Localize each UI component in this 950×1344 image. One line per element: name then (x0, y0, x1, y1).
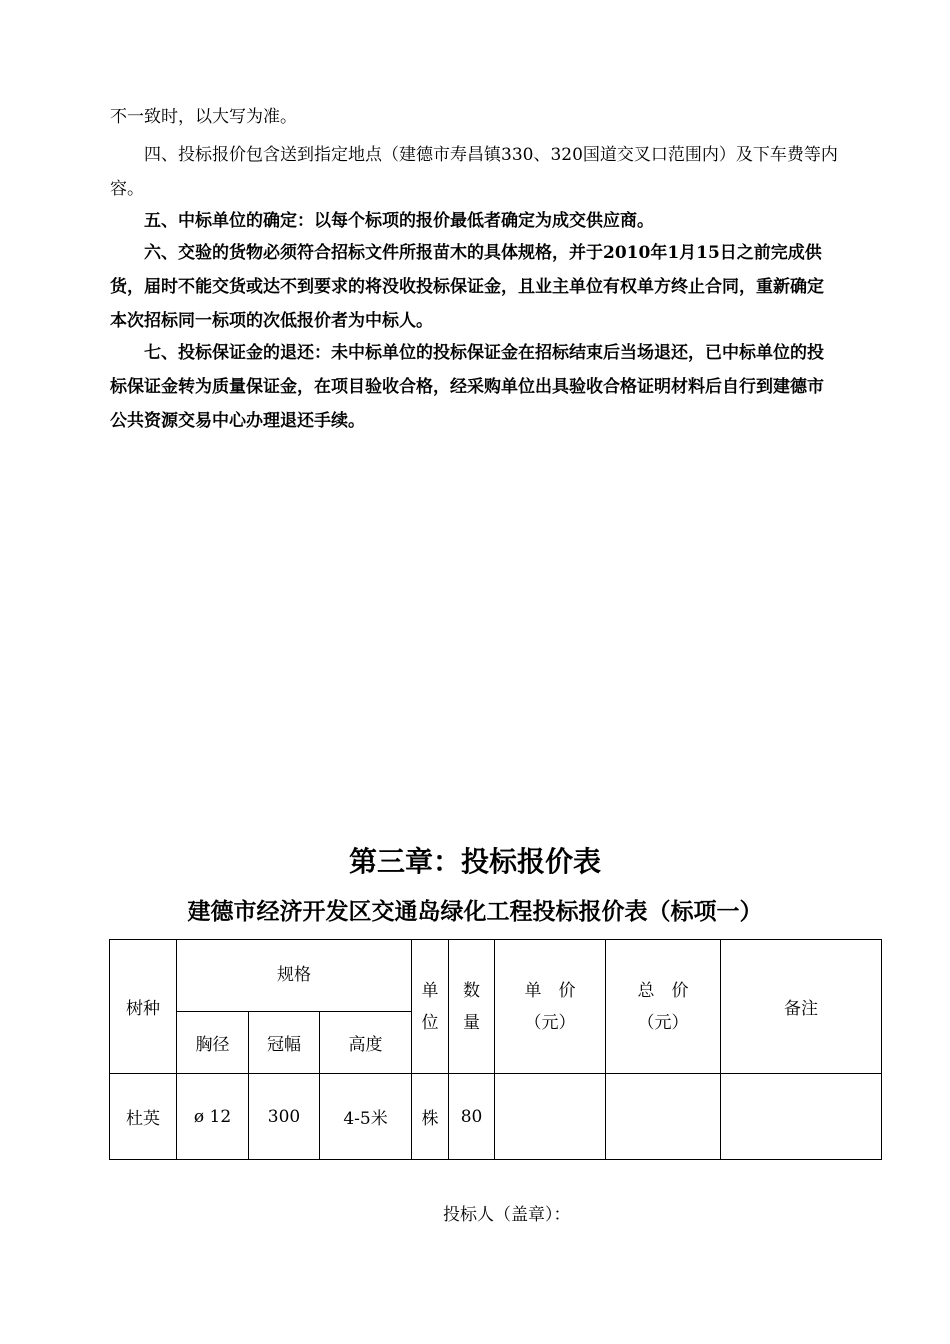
header-total-price (606, 940, 721, 1074)
table-header-row (110, 940, 882, 1012)
cell-height: 4-5米 (320, 1074, 412, 1160)
header-species: 树种 (110, 940, 177, 1074)
cell-total-price (606, 1074, 721, 1160)
paragraph-item-7: 七、投标保证金的退还：未中标单位的投标保证金在招标结束后当场退还，已中标单位的投标保证金转为质量保证金，在项目验收合格，经采购单位出具验收合格证明材料后自行到建德市公共资源交易中心办理退还手续。 (110, 343, 824, 431)
header-unit-line1: 单 (421, 980, 439, 1001)
bidder-signature-label: 投标人（盖章）： (443, 1205, 571, 1225)
quotation-table (109, 939, 882, 1160)
cell-species: 杜英 (110, 1074, 177, 1160)
cell-unit: 株 (412, 1074, 449, 1160)
cell-unit-price (495, 1074, 606, 1160)
table-row (110, 1074, 882, 1160)
paragraph-item-4: 四、投标报价包含送到指定地点（建德市寿昌镇330、320国道交叉口范围内）及下车费等内容。 (110, 145, 838, 199)
table-title: 建德市经济开发区交通岛绿化工程投标报价表（标项一） (187, 899, 763, 925)
paragraph-continuation: 不一致时，以大写为准。 (110, 107, 297, 127)
paragraph-item-5: 五、中标单位的确定：以每个标项的报价最低者确定为成交供应商。 (144, 211, 654, 231)
cell-crown: 300 (249, 1074, 320, 1160)
header-crown: 冠幅 (249, 1012, 320, 1074)
header-unit (412, 940, 449, 1074)
chapter-title: 第三章：投标报价表 (348, 845, 601, 878)
header-diameter: 胸径 (177, 1012, 249, 1074)
header-total-price-line2: （元） (637, 1012, 689, 1033)
header-unit-line2: 位 (421, 1012, 439, 1033)
cell-remark (721, 1074, 882, 1160)
header-quantity-line2: 量 (463, 1012, 481, 1033)
header-unit-price (495, 940, 606, 1074)
cell-diameter: ø 12 (177, 1074, 249, 1160)
paragraph-item-6: 六、交验的货物必须符合招标文件所报苗木的具体规格，并于2010年1月15日之前完成供货，届时不能交货或达不到要求的将没收投标保证金，且业主单位有权单方终止合同，重新确定本次招标同一标项的次低报价者为中标人。 (110, 243, 824, 331)
header-quantity (449, 940, 495, 1074)
header-height: 高度 (320, 1012, 412, 1074)
cell-quantity: 80 (449, 1074, 495, 1160)
header-remark: 备注 (721, 940, 882, 1074)
header-quantity-line1: 数 (463, 980, 481, 1001)
header-unit-price-line2: （元） (524, 1012, 576, 1033)
header-spec: 规格 (177, 940, 412, 1012)
header-unit-price-line1: 单 价 (524, 980, 576, 1001)
header-total-price-line1: 总 价 (637, 980, 689, 1001)
